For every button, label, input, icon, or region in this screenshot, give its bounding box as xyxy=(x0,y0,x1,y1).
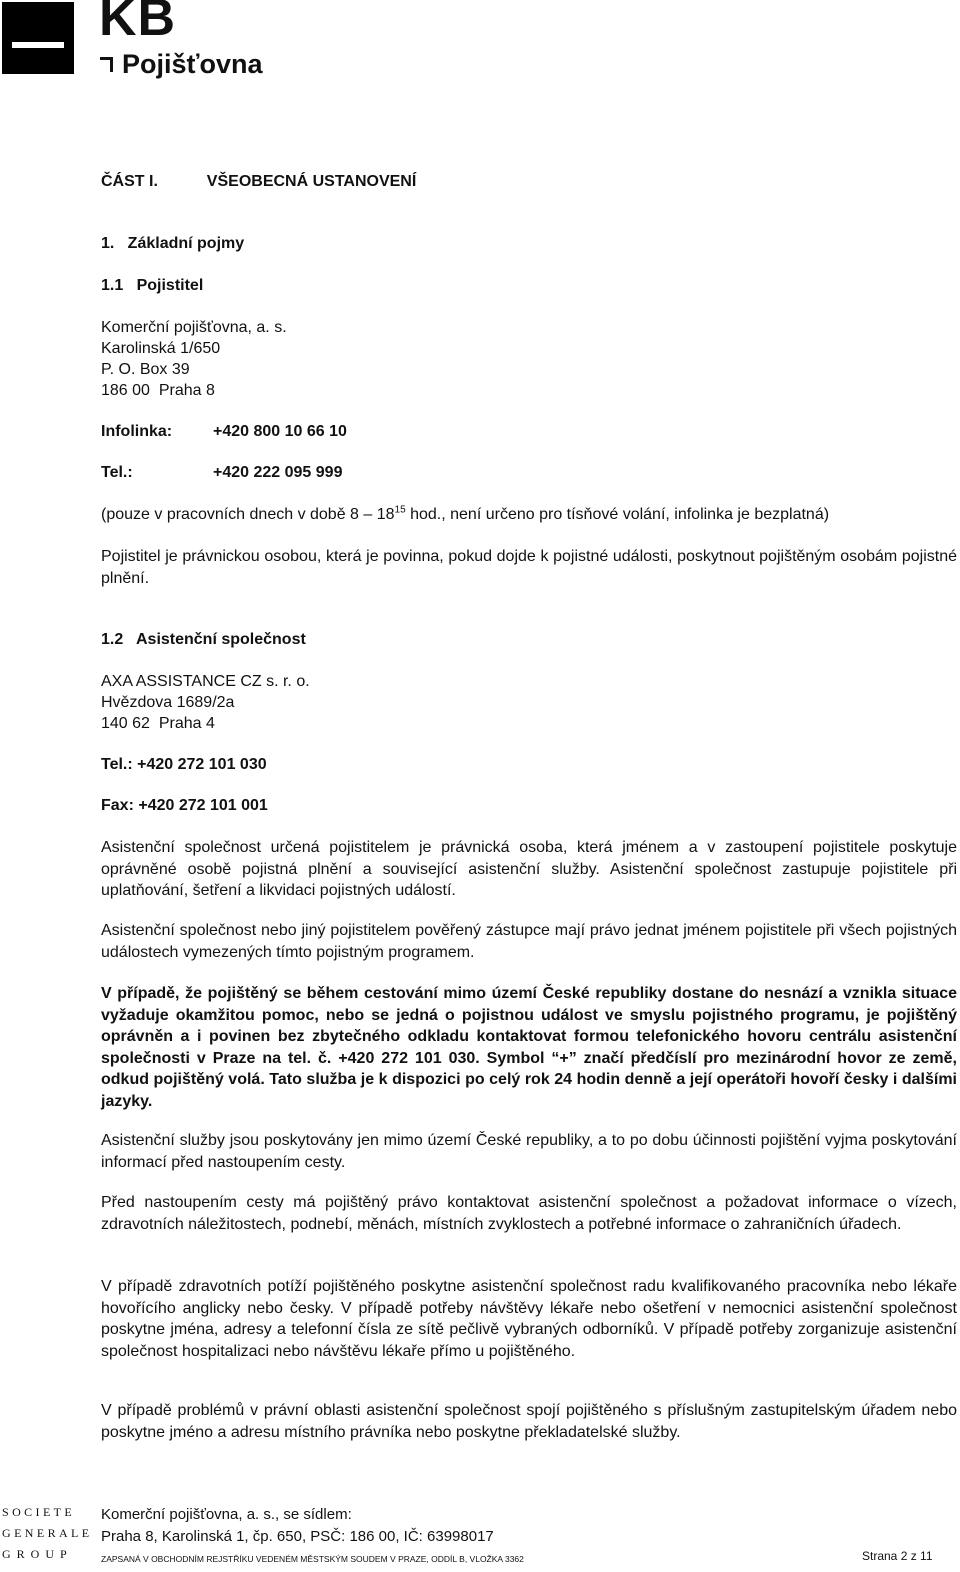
part-title: VŠEOBECNÁ USTANOVENÍ xyxy=(206,173,417,190)
assistance-paragraph-1: Asistenční společnost určená pojistitelem je právnická osoba, která jménem a v zastoupení pojistitele poskytuje oprávněné osobě pojistná plnění a související asistenční služby. Asistenční společnost zastupuje pojistitele při uplatňování, šetření a likvidaci pojistných událostí. xyxy=(101,839,957,899)
footer-address: Praha 8, Karolinská 1, čp. 650, PSČ: 186 00, IČ: 63998017 xyxy=(101,1528,494,1545)
assistance-tel-row xyxy=(101,755,267,775)
insurer-tel-row xyxy=(101,463,342,483)
emergency-paragraph: V případě, že pojištěný se během cestování mimo území České republiky dostane do nesnází a vznikla situace vyžaduje okamžitou pomoc, nebo se jedná o pojistnou událost ve smyslu pojistného programu, je pojištěný oprávněn a i povinen bez zbytečného odkladu kontaktovat formou telefonického hovoru centrálu asistenční společnosti v Praze na tel. č. +420 272 101 030. Symbol “+” značí předčíslí pro mezinárodní hovor ze země, odkud pojištěný volá. Tato služba je k dispozici po celý rok 24 hodin denně a její operátoři hovoří česky i dalšími jazyky. xyxy=(101,985,957,1110)
infolinka-value: +420 800 10 66 10 xyxy=(213,423,347,440)
footer-register: ZAPSANÁ V OBCHODNÍM REJSTŘÍKU VEDENÉM MĚSTSKÝM SOUDEM V PRAZE, ODDÍL B, VLOŽKA 3362 xyxy=(101,1554,524,1564)
insurer-tel-value: +420 222 095 999 xyxy=(213,464,343,481)
assistance-address-line-2: Hvězdova 1689/2a xyxy=(101,694,235,711)
assistance-address-line-1: AXA ASSISTANCE CZ s. r. o. xyxy=(101,673,310,690)
insurer-address-line-3: P. O. Box 39 xyxy=(101,361,190,378)
assistance-address-line-3: 140 62 Praha 4 xyxy=(101,715,215,732)
assistance-paragraph-6: V případě zdravotních potíží pojištěného poskytne asistenční společnost radu kvalifikovaného pracovníka nebo lékaře hovořícího anglicky nebo česky. V případě potřeby návštěvy lékaře nebo ošetření v nemocnici asistenční společnost poskytne jména, adresy a telefonní čísla ze sítě pečlivě vybraných odborníků. V případě potřeby zorganizuje asistenční společnost hospitalizaci nebo návštěvu lékaře přímo u pojištěného. xyxy=(101,1278,957,1360)
assistance-fax-row xyxy=(101,796,268,816)
insurer-paragraph: Pojistitel je právnickou osobou, která je povinna, pokud dojde k pojistné události, poskytnout pojištěným osobám pojistné plnění. xyxy=(101,548,957,587)
hours-note: (pouze v pracovních dnech v době $8 - 18^{15}$ hod., není určeno pro tísňové volání, infolinka je bezplatná) xyxy=(101,504,830,523)
infolinka-row xyxy=(101,422,347,442)
assistance-fax-label: Fax: xyxy=(101,797,134,814)
section-1-2-heading: 1.2 Asistenční společnost xyxy=(101,631,306,648)
sg-logo-line-2: GENERALE xyxy=(2,1526,93,1540)
insurer-address-line-1: Komerční pojišťovna, a. s. xyxy=(101,319,287,336)
footer-company: Komerční pojišťovna, a. s., se sídlem: xyxy=(101,1506,352,1523)
section-1-1-heading: 1.1 Pojistitel xyxy=(101,277,204,294)
insurer-tel-label: Tel.: xyxy=(101,464,133,481)
part-number: ČÁST I. xyxy=(101,173,158,190)
logo-name: Pojišťovna xyxy=(100,49,262,79)
corner-bracket-icon xyxy=(100,57,113,72)
assistance-paragraph-4: Asistenční služby jsou poskytovány jen mimo území České republiky, a to po dobu účinnosti pojištění vyjma poskytování informací před nastoupením cesty. xyxy=(101,1132,957,1171)
assistance-paragraph-7: V případě problémů v právní oblasti asistenční společnost spojí pojištěného s příslušným zastupitelským úřadem nebo poskytne jméno a adresu místního právníka nebo poskytne překladatelské služby. xyxy=(101,1402,957,1441)
sg-logo-line-1: SOCIETE xyxy=(2,1505,76,1519)
sg-logo-line-3: GROUP xyxy=(2,1547,73,1561)
assistance-tel-value: +420 272 101 030 xyxy=(132,756,267,773)
assistance-paragraph-5: Před nastoupením cesty má pojištěný právo kontaktovat asistenční společnost a požadovat informace o vízech, zdravotních náležitostech, podnebí, měnách, místních zvyklostech a potřebné informace o zahraničních úřadech. xyxy=(101,1194,957,1233)
part-heading xyxy=(101,172,416,192)
insurer-address-line-4: 186 00 Praha 8 xyxy=(101,382,215,399)
insurer-address-line-2: Karolinská 1/650 xyxy=(101,340,221,357)
section-1-heading: 1. Základní pojmy xyxy=(101,235,245,252)
infolinka-label: Infolinka: xyxy=(101,423,173,440)
logo-kb-text: KB xyxy=(99,0,177,47)
page-number: Strana 2 z 11 xyxy=(862,1549,933,1563)
assistance-fax-value: +420 272 101 001 xyxy=(133,797,268,814)
assistance-paragraph-2: Asistenční společnost nebo jiný pojistitelem pověřený zástupce mají právo jednat jménem pojistitele při všech pojistných událostech vymezených tímto pojistným programem. xyxy=(101,922,957,961)
assistance-tel-label: Tel.: xyxy=(101,756,133,773)
kb-logo-mark-icon xyxy=(2,2,74,74)
